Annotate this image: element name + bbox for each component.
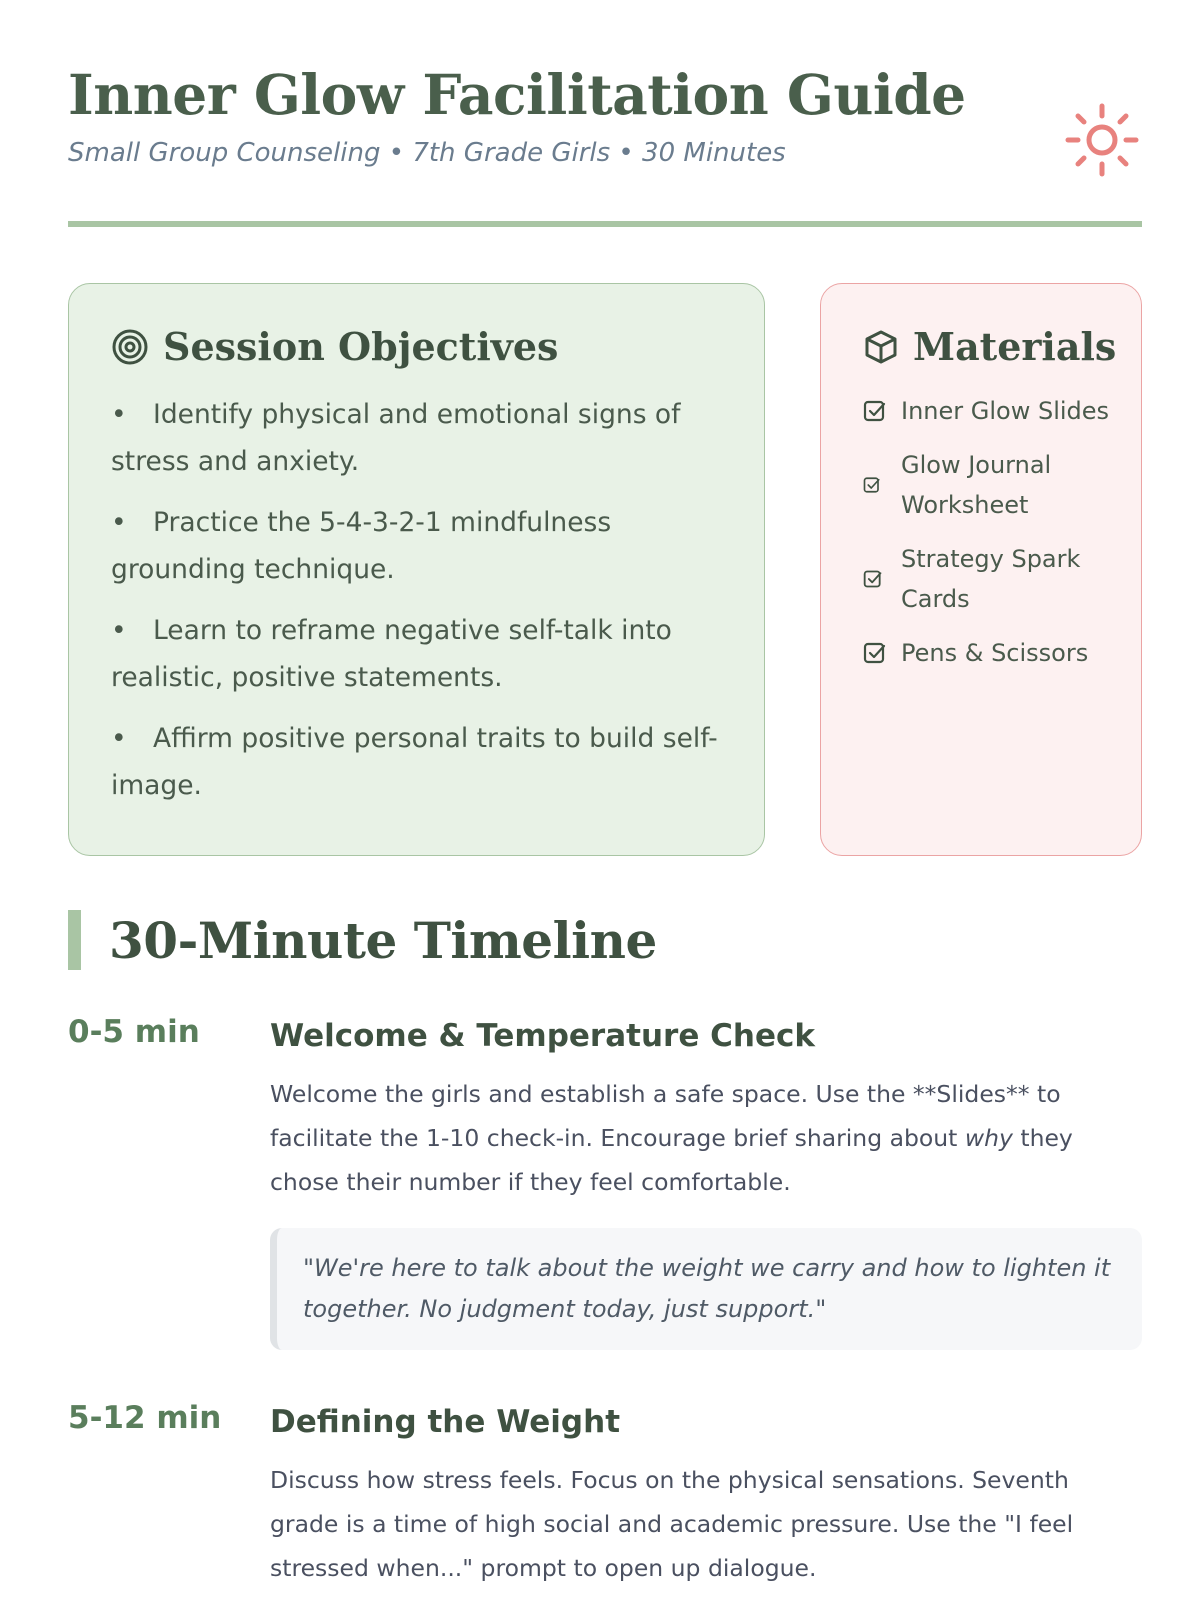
- material-text: Glow Journal Worksheet: [901, 451, 1052, 519]
- description-text: they chose their number if they feel comfortable.: [270, 1124, 1073, 1196]
- list-item: [863, 445, 1111, 525]
- objectives-list: [111, 391, 722, 809]
- checkbox-icon: [863, 641, 901, 665]
- facilitator-quote: "We're here to talk about the weight we carry and how to lighten it together. No judgment today, just support.": [270, 1228, 1142, 1350]
- materials-card: [820, 283, 1142, 856]
- materials-title: Materials: [913, 324, 1117, 369]
- objective-text: Affirm positive personal traits to build self-image.: [111, 723, 718, 801]
- timeline-heading: [68, 910, 657, 970]
- page-title: Inner Glow Facilitation Guide: [68, 62, 966, 127]
- materials-list: [863, 391, 1111, 673]
- objectives-card: [68, 283, 765, 856]
- heading-accent-bar: [68, 910, 81, 970]
- facilitation-guide-page: [68, 0, 1142, 1600]
- list-item: [111, 715, 722, 809]
- objective-text: Learn to reframe negative self-talk into realistic, positive statements.: [111, 615, 672, 693]
- timeline-time: 5-12 min: [68, 1400, 222, 1436]
- timeline-entry-description: Discuss how stress feels. Focus on the physical sensations. Seventh grade is a time of high social and academic pressure. Use the "I feel stressed when..." prompt to open up dialogue.: [270, 1466, 1074, 1582]
- list-item: [111, 607, 722, 701]
- box-icon: [863, 329, 899, 365]
- timeline-entry-description: [270, 1072, 1142, 1204]
- bullet: •: [111, 507, 127, 538]
- bullet: •: [111, 399, 127, 430]
- material-text: Inner Glow Slides: [901, 397, 1110, 425]
- objective-text: Practice the 5-4-3-2-1 mindfulness grounding technique.: [111, 507, 612, 585]
- checkbox-icon: [863, 399, 901, 423]
- timeline-time: 0-5 min: [68, 1014, 200, 1050]
- bullet: •: [111, 723, 127, 754]
- list-item: [863, 391, 1111, 431]
- objective-text: Identify physical and emotional signs of stress and anxiety.: [111, 399, 681, 477]
- list-item: [863, 633, 1111, 673]
- page-subtitle: Small Group Counseling • 7th Grade Girls • 30 Minutes: [68, 138, 786, 168]
- material-text: Strategy Spark Cards: [901, 545, 1081, 613]
- timeline-entry-body: [270, 1400, 1142, 1590]
- header-divider: [68, 221, 1142, 227]
- description-text: Welcome the girls and establish a safe space. Use the **Slides** to facilitate the 1-10 check-in. Encourage brief sharing about: [270, 1080, 1061, 1152]
- timeline-entry-title: Defining the Weight: [270, 1404, 621, 1440]
- target-icon: [111, 328, 149, 366]
- list-item: [111, 499, 722, 593]
- sun-icon: [1062, 100, 1142, 180]
- timeline-title: 30-Minute Timeline: [109, 910, 657, 970]
- checkbox-icon: [863, 476, 901, 494]
- objectives-heading: [111, 324, 722, 369]
- objectives-title: Session Objectives: [163, 324, 559, 369]
- list-item: [863, 539, 1111, 619]
- bullet: •: [111, 615, 127, 646]
- timeline-entry-body: [270, 1014, 1142, 1350]
- material-text: Pens & Scissors: [901, 639, 1089, 667]
- checkbox-icon: [863, 569, 901, 589]
- list-item: [111, 391, 722, 485]
- description-emphasis: why: [964, 1124, 1013, 1152]
- timeline-entry-title: Welcome & Temperature Check: [270, 1018, 815, 1054]
- materials-heading: [863, 324, 1117, 369]
